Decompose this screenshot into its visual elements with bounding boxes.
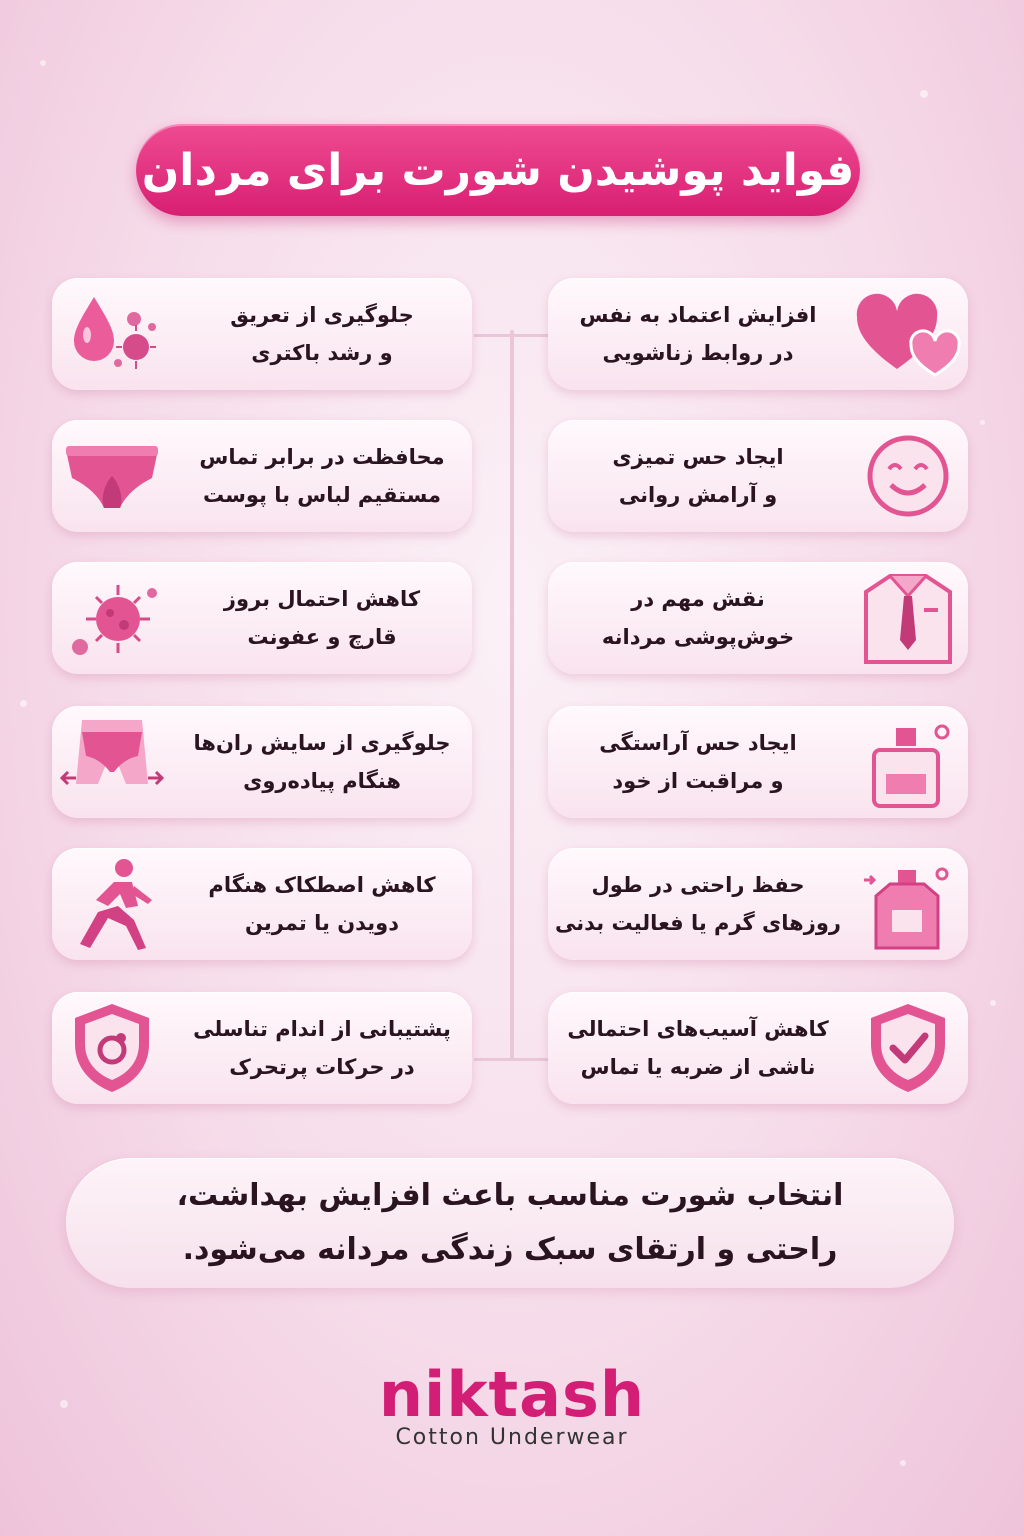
center-connector-line xyxy=(510,330,514,1060)
benefit-line-1: ایجاد حس تمیزی xyxy=(612,445,784,469)
benefit-line-2: و آرامش روانی xyxy=(618,483,778,507)
benefit-card xyxy=(52,420,472,532)
benefit-line-1: کاهش اصطکاک هنگام xyxy=(208,873,436,897)
perfume-icon xyxy=(848,706,968,818)
shield-support-icon xyxy=(52,992,172,1104)
connector xyxy=(474,334,512,337)
benefit-card xyxy=(548,706,968,818)
benefit-line-2: و مراقبت از خود xyxy=(612,769,784,793)
hearts-icon xyxy=(848,278,968,390)
benefit-line-2: هنگام پیاده‌روی xyxy=(243,769,401,793)
underwear-icon xyxy=(52,420,172,532)
benefit-line-1: افزایش اعتماد به نفس xyxy=(579,303,817,327)
benefit-card xyxy=(52,992,472,1104)
benefit-line-2: مستقیم لباس با پوست xyxy=(202,483,442,507)
page-title: فواید پوشیدن شورت برای مردان xyxy=(136,124,860,216)
footer-line-2: راحتی و ارتقای سبک زندگی مردانه می‌شود. xyxy=(182,1232,838,1267)
benefit-line-2: روزهای گرم یا فعالیت بدنی xyxy=(555,911,841,935)
footer-line-1: انتخاب شورت مناسب باعث افزایش بهداشت، xyxy=(176,1178,844,1213)
sparkle xyxy=(990,1000,996,1006)
thighs-icon xyxy=(52,706,172,818)
benefit-line-1: پشتیبانی از اندام تناسلی xyxy=(193,1017,451,1041)
drop-bacteria-icon xyxy=(52,278,172,390)
benefit-line-1: نقش مهم در xyxy=(631,587,765,611)
shield-check-icon xyxy=(848,992,968,1104)
footer-message xyxy=(66,1158,954,1288)
sparkle xyxy=(40,60,46,66)
benefit-card xyxy=(52,278,472,390)
smiley-icon xyxy=(848,420,968,532)
benefit-line-2: در روابط زناشویی xyxy=(602,341,794,365)
benefit-card xyxy=(52,562,472,674)
sparkle xyxy=(20,700,27,707)
benefit-line-2: قارچ و عفونت xyxy=(247,625,397,649)
benefit-line-1: ایجاد حس آراستگی xyxy=(599,731,797,755)
sparkle xyxy=(900,1460,906,1466)
brand-logo: niktash xyxy=(378,1358,646,1431)
benefit-card xyxy=(548,992,968,1104)
benefit-card xyxy=(548,848,968,960)
benefit-line-2: در حرکات پرتحرک xyxy=(229,1055,415,1079)
connector xyxy=(474,1058,512,1061)
benefit-card xyxy=(52,706,472,818)
benefit-line-1: کاهش آسیب‌های احتمالی xyxy=(567,1017,829,1041)
benefit-card xyxy=(548,420,968,532)
sparkle xyxy=(920,90,928,98)
connector xyxy=(510,334,548,337)
runner-icon xyxy=(52,848,172,960)
spray-bottle-icon xyxy=(848,848,968,960)
benefit-line-1: جلوگیری از تعریق xyxy=(230,303,414,327)
benefit-line-1: کاهش احتمال بروز xyxy=(223,587,421,611)
virus-icon xyxy=(52,562,172,674)
brand-tagline: Cotton Underwear xyxy=(395,1425,629,1450)
benefit-card xyxy=(548,562,968,674)
sparkle xyxy=(980,420,985,425)
benefit-card xyxy=(548,278,968,390)
benefit-line-1: جلوگیری از سایش ران‌ها xyxy=(193,731,451,755)
benefit-line-2: و رشد باکتری xyxy=(251,341,393,365)
benefit-line-2: دویدن یا تمرین xyxy=(245,911,399,935)
benefit-line-2: خوش‌پوشی مردانه xyxy=(601,625,795,649)
shirt-tie-icon xyxy=(848,562,968,674)
benefit-line-1: محافظت در برابر تماس xyxy=(199,445,445,469)
benefit-line-2: ناشی از ضربه یا تماس xyxy=(580,1055,816,1079)
benefit-card xyxy=(52,848,472,960)
benefit-line-1: حفظ راحتی در طول xyxy=(591,873,805,897)
connector xyxy=(510,1058,548,1061)
